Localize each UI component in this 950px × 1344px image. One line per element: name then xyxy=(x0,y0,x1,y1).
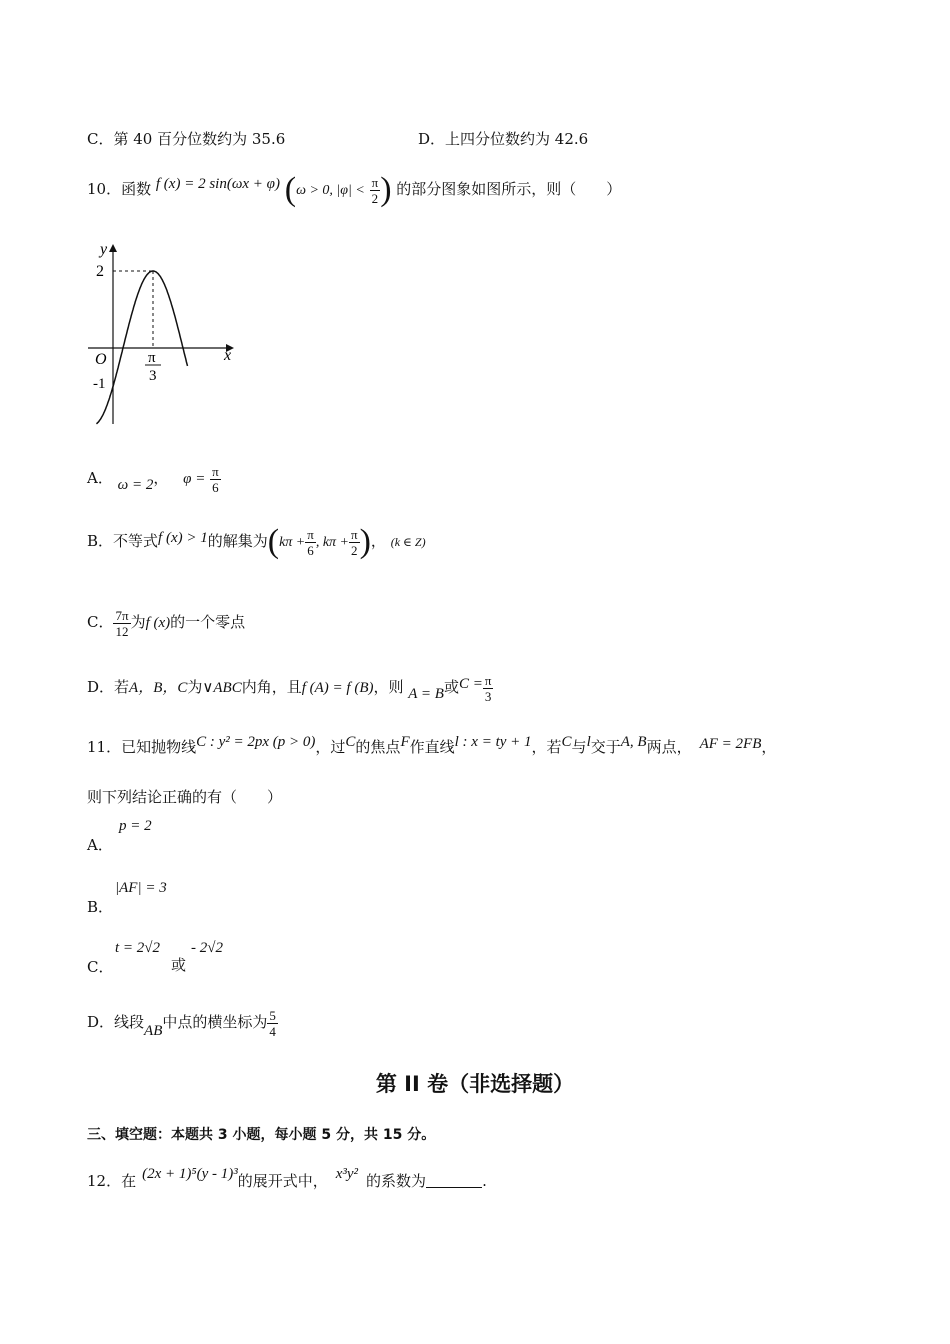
origin-label: O xyxy=(95,351,107,368)
q10-option-c: C． $\frac{7\pi}{12}$ 为f (x)的一个零点 xyxy=(87,607,246,639)
q10-condition: ω > 0, |φ| < xyxy=(296,183,365,198)
inequality: f (x) > 1 xyxy=(158,530,208,546)
q12-stem: 12．在 (2x + 1)⁵(y - 1)³的展开式中， x³y² 的系数为 . xyxy=(87,1166,487,1190)
min-label: -1 xyxy=(93,376,106,392)
q10-frac-pi-2: $\frac{\pi}{2}$ xyxy=(371,174,379,206)
max-label: 2 xyxy=(96,263,104,280)
y-axis-arrow-icon xyxy=(109,244,117,252)
target-term: x³y² xyxy=(335,1166,359,1182)
x-label: x xyxy=(224,347,232,364)
answer-blank[interactable] xyxy=(426,1173,482,1188)
section-heading: 三、填空题：本题共 3 小题，每小题 5 分，共 15 分。 xyxy=(87,1127,436,1143)
expansion-expr: (2x + 1)⁵(y - 1)³ xyxy=(142,1166,238,1182)
q10-stem: 10．函数 f (x) = 2 sin(ωx + φ) (ω > 0, |φ| < $\frac{\pi}{2}$ ) 的部分图象如图所示，则（ ） xyxy=(87,171,622,208)
frac-7pi-12: $\frac{7\pi}{12}$ xyxy=(115,607,129,639)
q10-option-d: D．若A，B，C为∨ABC内角，且f (A) = f (B)，则 A = B或C = $\frac{\pi}{3}$ xyxy=(87,672,492,704)
q9-option-d: D．上四分位数约为 42.6 xyxy=(418,130,589,148)
q10-suffix: 的部分图象如图所示，则（ ） xyxy=(396,180,622,198)
y-label: y xyxy=(100,241,108,258)
sine-curve xyxy=(96,271,187,424)
q10-prefix: 10．函数 xyxy=(87,180,152,198)
q10-option-a: A． ω = 2， φ = $\frac{\pi}{6}$ xyxy=(87,463,219,495)
q11-option-c: C． t = 2√2 或 - 2√2 xyxy=(87,940,223,976)
section-title: 第 II 卷（非选择题） xyxy=(375,1072,575,1096)
triangle-abc: ∨ABC xyxy=(202,680,242,696)
omega-value: ω = 2 xyxy=(117,477,154,493)
q11-option-d: D．线段AB中点的横坐标为 $\frac{5}{4}$ xyxy=(87,1007,276,1039)
q10-function: f (x) = 2 sin(ωx + φ) xyxy=(155,176,280,192)
q11-stem: 11．已知抛物线C : y² = 2px (p > 0)，过C的焦点F作直线l : x = ty + 1，若C与l交于A, B两点， AF = 2FB， xyxy=(87,734,777,756)
k-in-z: (k ∈ Z) xyxy=(390,535,426,549)
frac-pi-6: $\frac{\pi}{6}$ xyxy=(212,463,219,495)
q9-option-c: C．第 40 百分位数约为 35.6 xyxy=(87,130,286,148)
q11-stem-line2: 则下列结论正确的有（ ） xyxy=(87,788,283,806)
frac-5-4: $\frac{5}{4}$ xyxy=(269,1007,276,1039)
parabola-eq: C : y² = 2px (p > 0) xyxy=(196,734,316,750)
q10-graph xyxy=(82,238,242,430)
pi-label: π xyxy=(148,350,156,366)
line-eq: l : x = ty + 1 xyxy=(454,734,532,750)
three-label: 3 xyxy=(149,368,157,384)
ratio-condition: AF = 2FB xyxy=(699,736,762,752)
frac-pi-3: $\frac{\pi}{3}$ xyxy=(484,672,492,704)
q10-option-b: B．不等式f (x) > 1的解集为(kπ + $\frac{\pi}{6}$ , kπ + $\frac{\pi}{2}$ )， (k ∈ Z) xyxy=(87,523,426,560)
phi-value: φ = xyxy=(183,471,206,487)
